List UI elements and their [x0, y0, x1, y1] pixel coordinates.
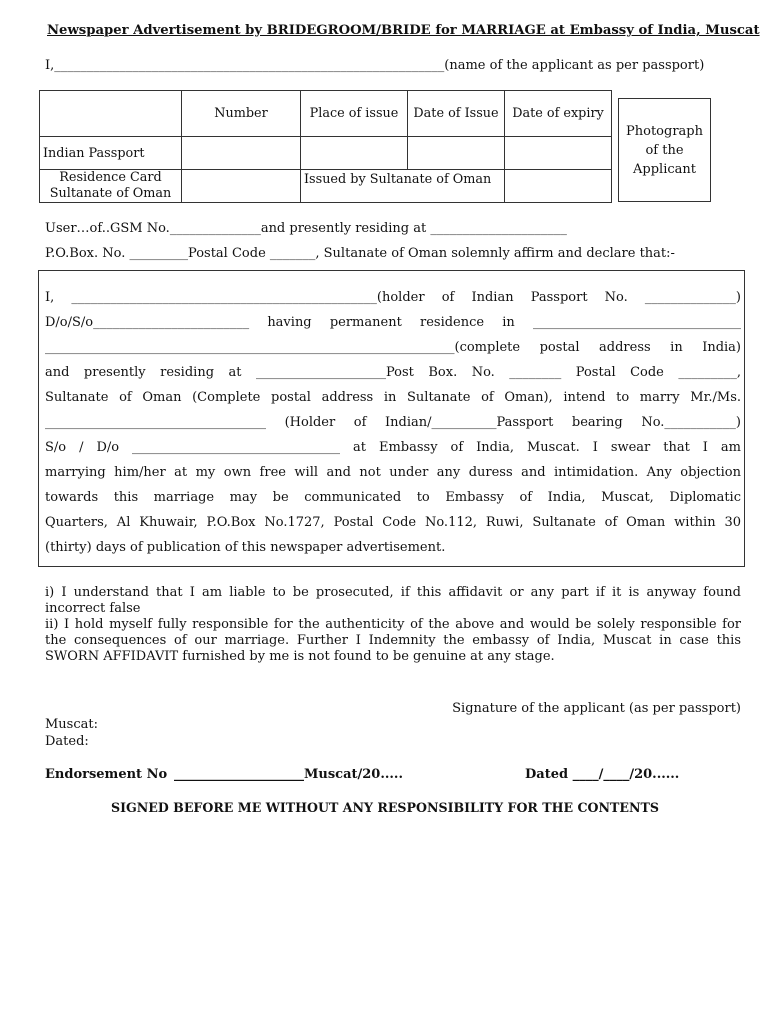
declaration-line-4: and presently residing at ____________________Post Box. No. ________ Postal Code _________, — [45, 365, 741, 380]
statement-i: i) I understand that I am liable to be prosecuted, if this affidavit or any part if it is anyway found incorrect false — [45, 585, 741, 616]
passport-expiry-date-cell[interactable] — [505, 137, 612, 170]
table-header-empty — [40, 91, 182, 137]
declaration-line-3: _______________________________________________________________(complete postal address in India) — [45, 340, 741, 355]
declaration-line-11: (thirty) days of publication of this newspaper advertisement. — [45, 540, 446, 555]
signature-label: Signature of the applicant (as per passport) — [452, 701, 741, 716]
table-header-place: Place of issue — [301, 91, 408, 137]
passport-place-cell[interactable] — [301, 137, 408, 170]
declaration-line-5: Sultanate of Oman (Complete postal address in Sultanate of Oman), intend to marry Mr./Ms. — [45, 390, 741, 405]
declaration-line-6: __________________________________ (Holder of Indian/__________Passport bearing No.___________) — [45, 415, 741, 430]
dated-label: Dated: — [45, 734, 89, 749]
declaration-line-1: I, _______________________________________________(holder of Indian Passport No. ______________) — [45, 290, 741, 305]
photo-label-1: Photograph — [626, 123, 703, 139]
row-label-residence-card — [40, 170, 182, 203]
residence-card-label: Residence Card — [59, 170, 162, 185]
declaration-line-7: S/o / D/o ________________________________ at Embassy of India, Muscat. I swear that I am — [45, 440, 741, 455]
declaration-line-8: marrying him/her at my own free will and not under any duress and intimidation. Any objection — [45, 465, 741, 480]
passport-issue-date-cell[interactable] — [408, 137, 505, 170]
passport-table — [39, 90, 612, 203]
photo-label-2: of the — [645, 142, 684, 158]
declaration-line-9: towards this marriage may be communicated to Embassy of India, Muscat, Diplomatic — [45, 490, 741, 505]
row-label-indian-passport: Indian Passport — [40, 137, 182, 170]
footer-signed: SIGNED BEFORE ME WITHOUT ANY RESPONSIBILITY FOR THE CONTENTS — [111, 800, 659, 815]
applicant-name-line: I,____________________________________________________________(name of the applicant as per passport) — [45, 58, 705, 73]
declaration-line-2: D/o/S/o________________________ having permanent residence in ________________________________ — [45, 315, 741, 330]
gsm-line: User…of..GSM No.______________and presently residing at _____________________ — [45, 221, 567, 236]
table-header-date-expiry: Date of expiry — [505, 91, 612, 137]
muscat-label: Muscat: — [45, 717, 98, 732]
passport-number-cell[interactable] — [182, 137, 301, 170]
endorsement-muscat: ____________________Muscat/20..... — [174, 767, 403, 782]
statement-ii: ii) I hold myself fully responsible for the authenticity of the above and would be solely responsible for the consequences of our marriage. Further I Indemnity the embassy of India, Muscat in case this SWORN AFFIDAVIT furnished by me is not found to be genuine at any stage. — [45, 617, 741, 664]
residence-number-cell[interactable] — [182, 170, 301, 203]
photo-box — [618, 98, 711, 202]
residence-issued-by: Issued by Sultanate of Oman — [301, 170, 505, 203]
page-title: Newspaper Advertisement by BRIDEGROOM/BRIDE for MARRIAGE at Embassy of India, Muscat — [47, 23, 760, 38]
declaration-line-10: Quarters, Al Khuwair, P.O.Box No.1727, Postal Code No.112, Ruwi, Sultanate of Oman within 30 — [45, 515, 741, 530]
table-header-number: Number — [182, 91, 301, 137]
pobox-line: P.O.Box. No. _________Postal Code _______, Sultanate of Oman solemnly affirm and declare that:- — [45, 246, 675, 261]
table-header-date-issue: Date of Issue — [408, 91, 505, 137]
endorsement-label: Endorsement No — [45, 767, 168, 782]
sultanate-label: Sultanate of Oman — [49, 186, 172, 201]
photo-label-3: Applicant — [633, 161, 696, 177]
endorsement-dated: Dated ____/____/20...... — [525, 767, 680, 782]
residence-expiry-cell[interactable] — [505, 170, 612, 203]
